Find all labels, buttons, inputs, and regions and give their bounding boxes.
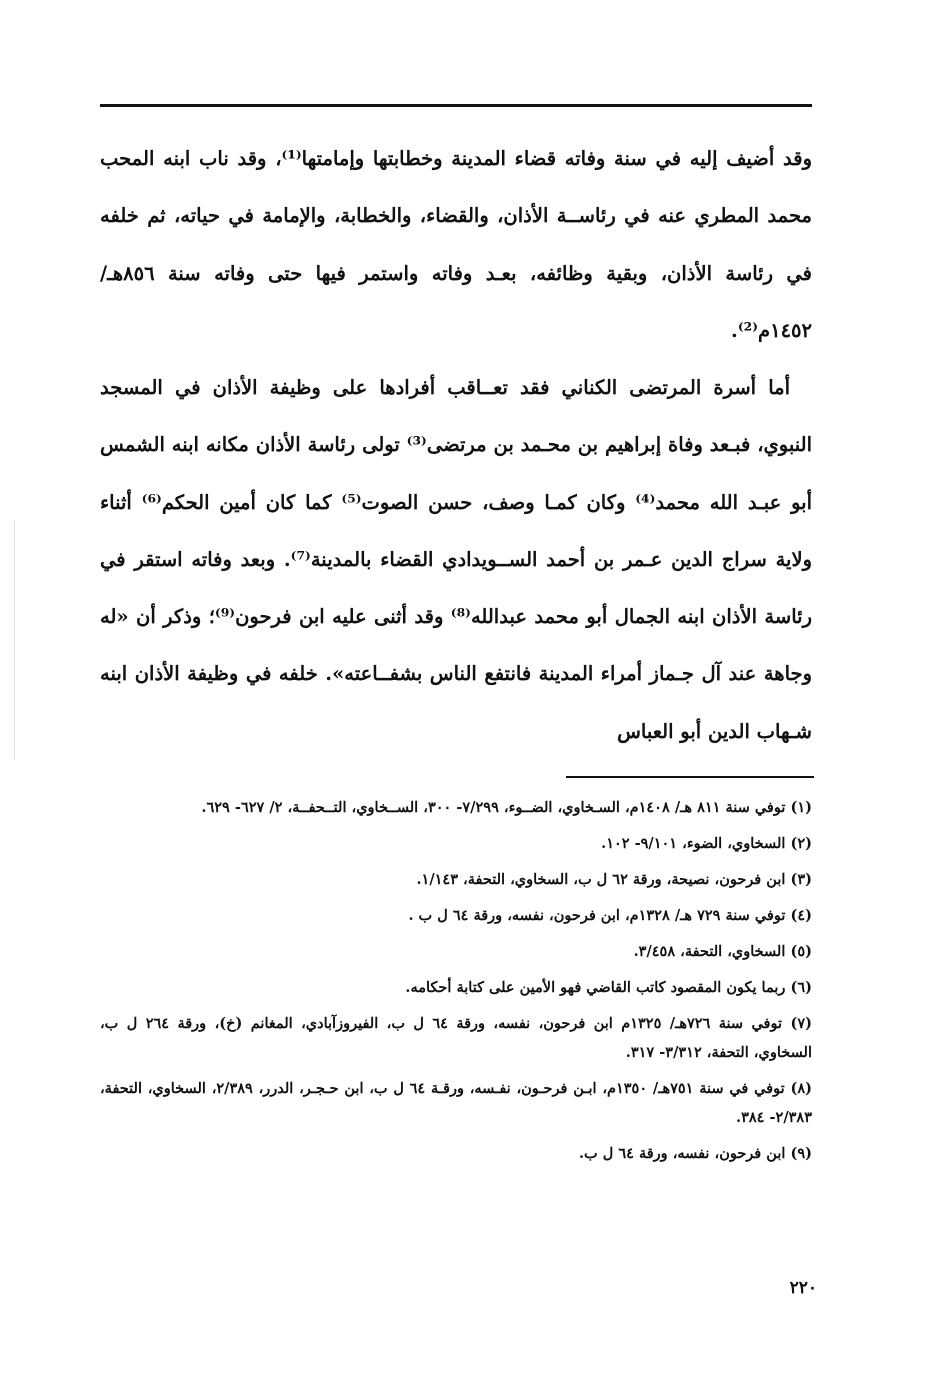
footnote-text: توفي سنة ٧٢٦هـ/ ١٣٢٥م ابن فرحون، نفسه، ورقة ٦٤ ل ب، الفيروزآبادي، المغانم (خ)، ورقة ٢٦٤ ل ب، السخاوي، التحفة، ٣/٣١٢- ٣١٧. <box>100 1015 812 1061</box>
footnote-9 <box>100 1139 812 1168</box>
paragraph-1: وقد أضيف إليه في سنة وفاته قضاء المدينة وخطابتها وإمامتها⁽¹⁾، وقد ناب ابنه المحب محمد المطري عنه في رئاســة الأذان، والقضاء، والخطابة، والإمامة في حياته، ثم خلفه في رئاسة الأذان، وبقية وظائفه، بعـد وفاته واستمر فيها حتى وفاته سنة ٨٥٦هـ/ ١٤٥٢م⁽²⁾. <box>100 147 812 342</box>
footnote-text: ربما يكون المقصود كاتب القاضي فهو الأمين على كتابة أحكامه. <box>405 979 786 996</box>
header-rule <box>100 104 812 107</box>
footnote-3 <box>100 865 812 894</box>
paragraph-2: أما أسرة المرتضى الكناني فقد تعــاقب أفرادها على وظيفة الأذان في المسجد النبوي، فبـعد وفاة إبراهيم بن محـمد بن مرتضى⁽³⁾ تولى رئاسة الأذان مكانه ابنه الشمس أبو عبـد الله محمد⁽⁴⁾ وكان كمـا وصف، حسن الصوت⁽⁵⁾ كما كان أمين الحكم⁽⁶⁾ أثناء ولاية سراج الدين عـمر بن أحمد الســويدادي القضاء بالمدينة⁽⁷⁾. وبعد وفاته استقر في رئاسة الأذان ابنه الجمال أبو محمد عبدالله⁽⁸⁾ وقد أثنى عليه ابن فرحون⁽⁹⁾؛ وذكر أن «له وجاهة عند آل جـماز أمراء المدينة فانتفع الناس بشفــاعته». خلفه في وظيفة الأذان ابنه شـهاب الدين أبو العباس <box>100 376 813 743</box>
footnote-number: (٨) <box>790 1080 812 1097</box>
footnote-number: (٣) <box>790 871 812 888</box>
footnote-6 <box>100 973 812 1002</box>
footnote-number: (٥) <box>790 943 812 960</box>
footnote-5 <box>100 937 812 966</box>
footnote-text: ابن فرحون، نصيحة، ورقة ٦٢ ل ب، السخاوي، التحفة، ١/١٤٣. <box>416 871 786 888</box>
footnote-2 <box>100 829 812 858</box>
main-text-block-1 <box>100 130 812 359</box>
footnote-number: (٩) <box>790 1145 812 1162</box>
footnote-text: السخاوي، الضوء، ٩/١٠١- ١٠٢. <box>601 835 786 852</box>
footnote-number: (٢) <box>790 835 812 852</box>
footnote-number: (١) <box>790 799 812 816</box>
footnote-8 <box>100 1074 812 1132</box>
footnote-number: (٦) <box>790 979 812 996</box>
footnotes-list <box>100 793 812 1175</box>
footnote-text: توفي في سنة ٧٥١هـ/ ١٣٥٠م، ابـن فرحـون، نفـسه، ورقـة ٦٤ ل ب، ابن حـجـر، الدرر، ٢/٣٨٩، السخاوي، التحفة، ٢/٣٨٣- ٣٨٤. <box>100 1080 812 1126</box>
footnote-7 <box>100 1009 812 1067</box>
footnote-number: (٧) <box>790 1015 812 1032</box>
scan-margin-shadow <box>14 520 15 760</box>
footnote-4 <box>100 901 812 930</box>
footnote-1 <box>100 793 812 822</box>
footnote-text: ابن فرحون، نفسه، ورقة ٦٤ ل ب. <box>578 1145 786 1162</box>
footnote-text: توفي سنة ٨١١ هـ/ ١٤٠٨م، السـخاوي، الضــوء، ٧/٢٩٩- ٣٠٠، الســخاوي، التــحفــة، ٢/ ٦٢٧- ٦٢٩. <box>201 799 786 816</box>
page-number: ٢٢٠ <box>789 1278 817 1298</box>
footnote-text: السخاوي، التحفة، ٣/٤٥٨. <box>633 943 786 960</box>
footnote-number: (٤) <box>790 907 812 924</box>
main-text-block-2 <box>100 359 812 760</box>
footnote-separator <box>566 776 814 778</box>
footnote-text: توفي سنة ٧٢٩ هـ/ ١٣٢٨م، ابن فرحون، نفسه، ورقة ٦٤ ل ب . <box>408 907 786 924</box>
